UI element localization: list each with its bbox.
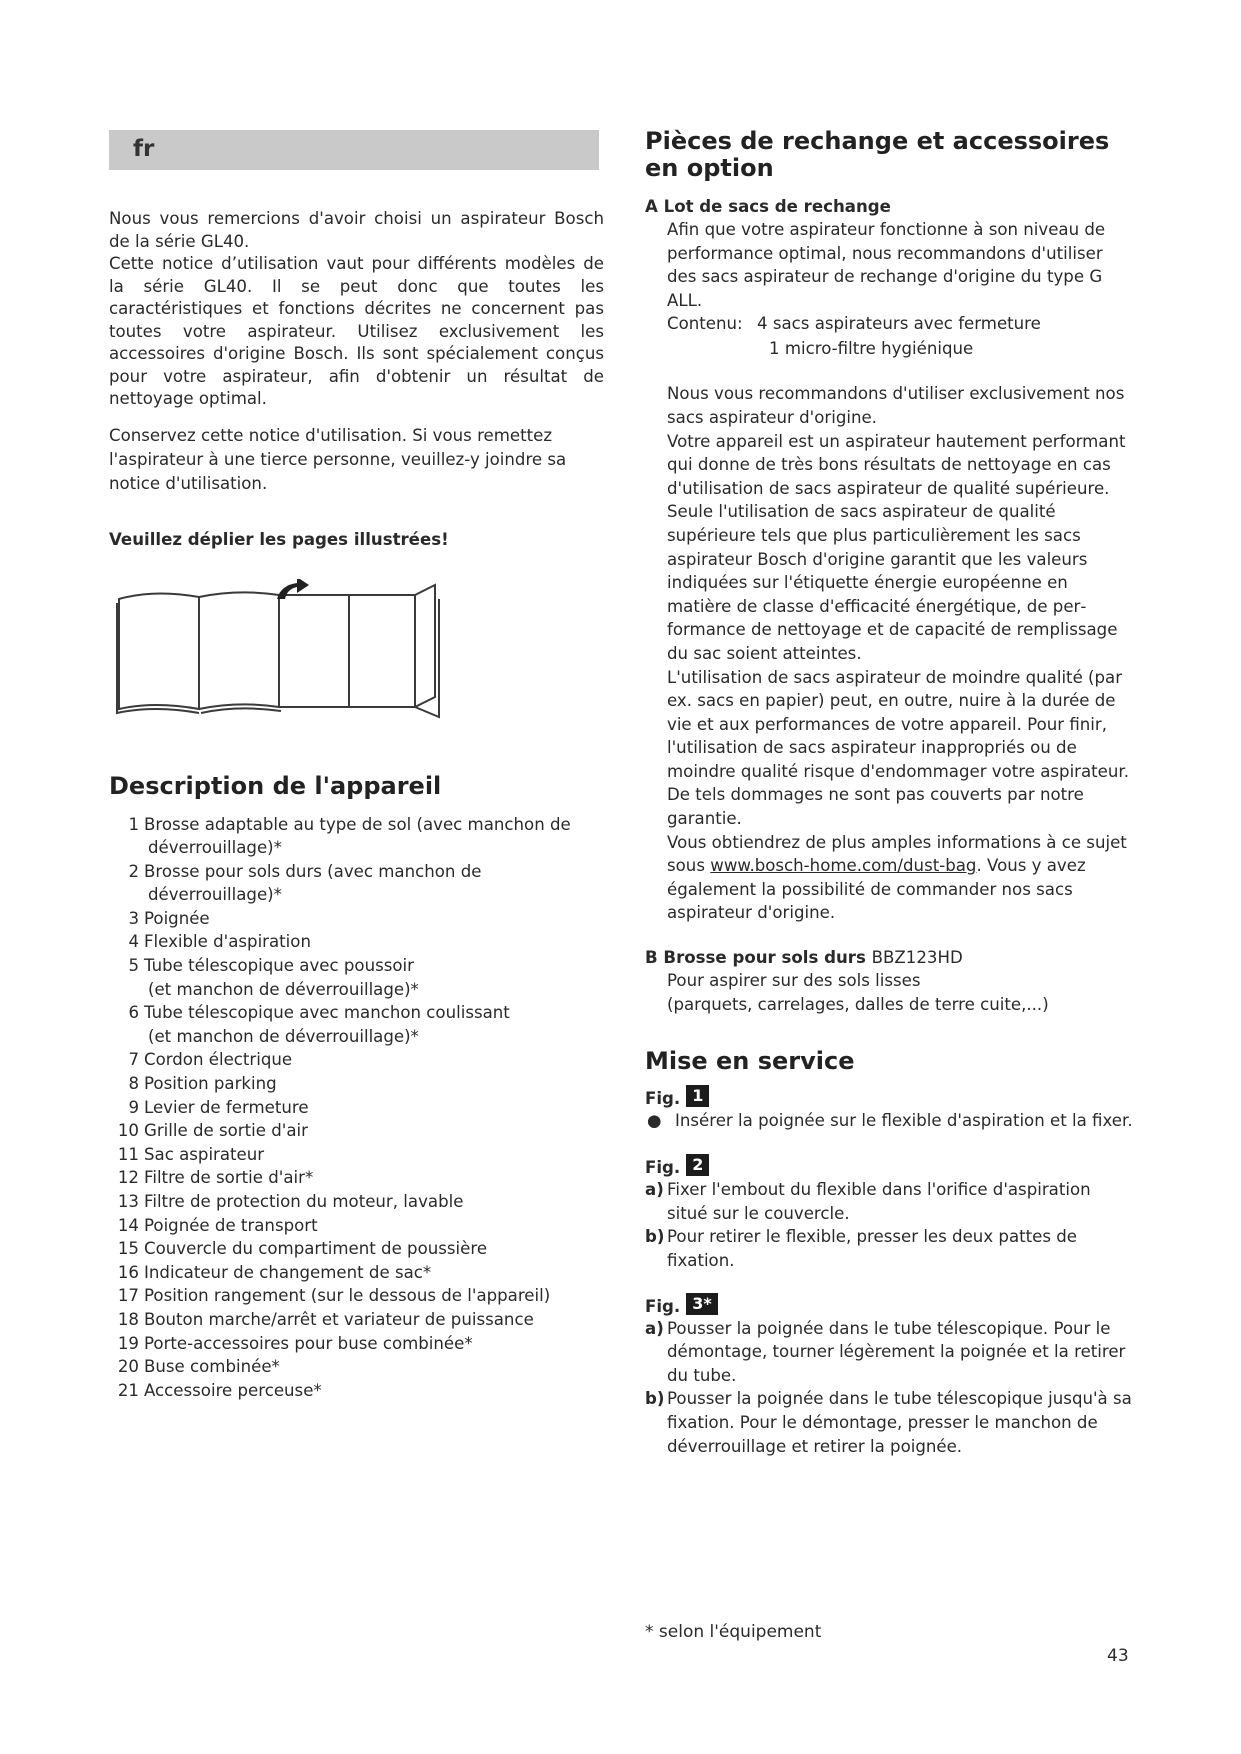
item-number: 10 [117, 1121, 139, 1141]
figure-3-step-a [645, 1317, 1135, 1388]
description-item [109, 1096, 604, 1120]
figure-number-1: 1 [686, 1085, 709, 1107]
item-text: Bouton marche/arrêt et variateur de puissance [144, 1309, 534, 1329]
unfold-pages-note: Veuillez déplier les pages illustrées! [109, 529, 449, 549]
dust-bag-link[interactable]: www.bosch-home.com/dust-bag [710, 856, 977, 876]
item-number: 11 [117, 1144, 139, 1164]
description-item [109, 954, 604, 1001]
figure-2-step-b-text: Pour retirer le flexible, presser les deux pattes de fixation. [667, 1227, 1077, 1270]
parts-a-paragraph-4: L'utilisation de sacs aspirateur de moindre qualité (par ex. sacs en papier) peut, en outre, nuire à la durée de vie et aux performances de votre appareil. Pour finir, l'utilisation de sacs aspirateur inappropriés ou de moindre qualité risque d'endommager votre aspirateur. De tels dommages ne sont pas couverts par notre garantie. [667, 667, 1129, 829]
item-text: Poignée de transport [144, 1215, 318, 1235]
item-number: 3 [128, 908, 139, 928]
item-text: Tube télescopique avec manchon coulissant [144, 1003, 510, 1023]
item-number: 6 [128, 1003, 139, 1023]
footnote: * selon l'équipement [645, 1622, 822, 1642]
more-info-text: Vous obtiendrez de plus amples informations à ce sujet sous [667, 832, 1127, 876]
item-text-continuation: déverrouillage)* [148, 885, 282, 905]
item-text: Brosse adaptable au type de sol (avec manchon de [144, 814, 571, 834]
item-number: 19 [117, 1333, 139, 1353]
item-text: Grille de sortie d'air [144, 1121, 308, 1141]
description-item [109, 1355, 604, 1379]
description-item [109, 1119, 604, 1143]
figure-3-label [645, 1293, 1135, 1317]
description-item [109, 930, 604, 954]
description-item [109, 1001, 604, 1048]
parts-b-model: BBZ123HD [871, 948, 963, 968]
description-item [109, 1379, 604, 1403]
description-item [109, 1237, 604, 1261]
intro-paragraph-2: Cette notice d’utilisation vaut pour différents modèles de la série GL40. Il se peut donc que toutes les caractéristiques et fonctions décrites ne concernent pas toutes votre aspirateur. Utilisez exclusivement les accessoires d'origine Bosch. Ils sont spécialement conçus pour votre aspirateur, afin d'obtenir un résultat de nettoyage optimal. [109, 254, 604, 408]
left-column [109, 208, 604, 1402]
item-text-continuation: (et manchon de déverrouillage)* [148, 1026, 419, 1046]
page-number: 43 [1107, 1646, 1129, 1666]
description-item [109, 1072, 604, 1096]
parts-b-line-2: (parquets, carrelages, dalles de terre cuite,...) [667, 994, 1049, 1014]
item-text: Accessoire perceuse* [144, 1380, 322, 1400]
figure-number-3: 3* [686, 1293, 718, 1315]
figure-2-step-a [645, 1178, 1135, 1225]
item-number: 20 [117, 1357, 139, 1377]
step-label: b) [645, 1227, 665, 1247]
item-text: Brosse pour sols durs (avec manchon de [144, 861, 482, 881]
more-info-text-end: . Vous y avez également la possibilité de commander nos sacs aspirateur d'origine. [667, 856, 1086, 923]
parts-contents [667, 312, 1135, 361]
figure-1-step [645, 1109, 1135, 1132]
figure-2-label [645, 1154, 1135, 1178]
fig-label: Fig. [645, 1158, 681, 1178]
item-text: Couvercle du compartiment de poussière [144, 1239, 488, 1259]
figure-1-label [645, 1085, 1135, 1109]
parts-title: Pièces de rechange et accessoires en option [645, 127, 1110, 182]
description-item [109, 1308, 604, 1332]
item-number: 17 [117, 1286, 139, 1306]
description-title: Description de l'appareil [109, 771, 442, 800]
description-item [109, 1214, 604, 1238]
description-item [109, 860, 604, 907]
item-number: 4 [128, 932, 139, 952]
item-number: 7 [128, 1050, 139, 1070]
item-text: Position rangement (sur le dessous de l'appareil) [144, 1286, 551, 1306]
item-text-continuation: déverrouillage)* [148, 838, 282, 858]
item-number: 12 [117, 1168, 139, 1188]
parts-a-paragraph-2: Nous vous recommandons d'utiliser exclusivement nos sacs aspirateur d'origine. [667, 384, 1125, 427]
contents-item-2: 1 micro-filtre hygiénique [769, 338, 974, 358]
item-text-continuation: (et manchon de déverrouillage)* [148, 979, 419, 999]
language-header-bar [109, 130, 599, 170]
description-item [109, 1048, 604, 1072]
contents-item-1: 4 sacs aspirateurs avec fermeture [757, 314, 1041, 334]
intro-paragraph-3: Conservez cette notice d'utilisation. Si vous remettez l'aspirateur à une tierce personne, veuillez-y joindre sa notice d'utilisation. [109, 425, 567, 493]
parts-a-paragraph-3: Votre appareil est un aspirateur hautement performant qui donne de très bons résultats de nettoyage en cas d'utilisation de sacs aspirateur de qualité supérieure. Seule l'utilisation de sacs aspirateur de qualité supérieure tels que plus particulièrement les sacs aspirateur Bosch d'origine garantit que les valeurs indiquées sur l'étiquette énergie européenne en matière de classe d'efficacité énergétique, de performance de nettoyage et de capacité de remplissage du sac soient atteintes. [667, 431, 1126, 663]
step-label: b) [645, 1389, 665, 1409]
foldout-pages-illustration [109, 579, 604, 729]
description-item [109, 813, 604, 860]
step-label: a) [645, 1318, 664, 1338]
item-number: 9 [128, 1097, 139, 1117]
fig-label: Fig. [645, 1296, 681, 1316]
fig-label: Fig. [645, 1089, 681, 1109]
description-item [109, 1332, 604, 1356]
description-item [109, 1284, 604, 1308]
item-text: Flexible d'aspiration [144, 932, 311, 952]
step-label: a) [645, 1180, 664, 1200]
foldout-pages-icon [109, 579, 449, 729]
figure-1-text: Insérer la poignée sur le flexible d'aspiration et la fixer. [675, 1111, 1133, 1131]
item-text: Filtre de protection du moteur, lavable [144, 1192, 464, 1211]
item-text: Buse combinée* [144, 1357, 280, 1377]
figure-number-2: 2 [686, 1154, 709, 1176]
bullet-icon: ● [647, 1111, 662, 1131]
description-item [109, 1261, 604, 1285]
item-text: Tube télescopique avec poussoir [144, 956, 414, 976]
figure-3-step-b [645, 1387, 1135, 1458]
description-item [109, 1190, 604, 1214]
service-title: Mise en service [645, 1047, 855, 1076]
item-number: 14 [117, 1215, 139, 1235]
item-text: Indicateur de changement de sac* [144, 1262, 432, 1282]
item-number: 16 [117, 1262, 139, 1282]
figure-2-step-b [645, 1225, 1135, 1272]
item-number: 8 [128, 1074, 139, 1094]
item-number: 1 [128, 814, 139, 834]
description-item [109, 907, 604, 931]
item-number: 21 [117, 1380, 139, 1400]
item-number: 18 [117, 1309, 139, 1329]
item-text: Filtre de sortie d'air* [144, 1168, 314, 1188]
item-number: 13 [117, 1192, 139, 1211]
parts-a-paragraph-5 [667, 831, 1135, 925]
parts-b-title-text: B Brosse pour sols durs [645, 948, 866, 968]
item-text: Levier de fermeture [144, 1097, 309, 1117]
figure-2-step-a-text: Fixer l'embout du flexible dans l'orifice d'aspiration situé sur le couvercle. [667, 1180, 1091, 1223]
item-text: Poignée [144, 908, 210, 928]
figure-3-step-a-text: Pousser la poignée dans le tube télescopique. Pour le démontage, tourner légèrement la poignée et la retirer du tube. [667, 1318, 1126, 1385]
item-text: Cordon électrique [144, 1050, 293, 1070]
contents-label: Contenu: [667, 314, 743, 334]
right-column [645, 128, 1135, 1458]
language-code: fr [133, 136, 155, 162]
item-number: 15 [117, 1239, 139, 1259]
parts-b-line-1: Pour aspirer sur des sols lisses [667, 971, 921, 991]
description-item [109, 1143, 604, 1167]
item-number: 2 [128, 861, 139, 881]
item-text: Position parking [144, 1074, 277, 1094]
item-number: 5 [128, 956, 139, 976]
description-item [109, 1166, 604, 1190]
parts-b-title [645, 947, 1135, 969]
parts-a-paragraph-1: Afin que votre aspirateur fonctionne à son niveau de performance optimal, nous recommandons d'utiliser des sacs aspirateur de rechange d'origine du type G ALL. [667, 220, 1106, 310]
figure-3-step-b-text: Pousser la poignée dans le tube télescopique jusqu'à sa fixation. Pour le démontage, presser le manchon de déverrouillage et retirer la poignée. [667, 1389, 1132, 1456]
item-text: Sac aspirateur [144, 1144, 265, 1164]
parts-a-title: A Lot de sacs de rechange [645, 197, 891, 216]
intro-paragraph-1: Nous vous remercions d'avoir choisi un aspirateur Bosch de la série GL40. [109, 209, 604, 251]
item-text: Porte-accessoires pour buse combinée* [144, 1333, 473, 1353]
description-list [109, 813, 604, 1403]
